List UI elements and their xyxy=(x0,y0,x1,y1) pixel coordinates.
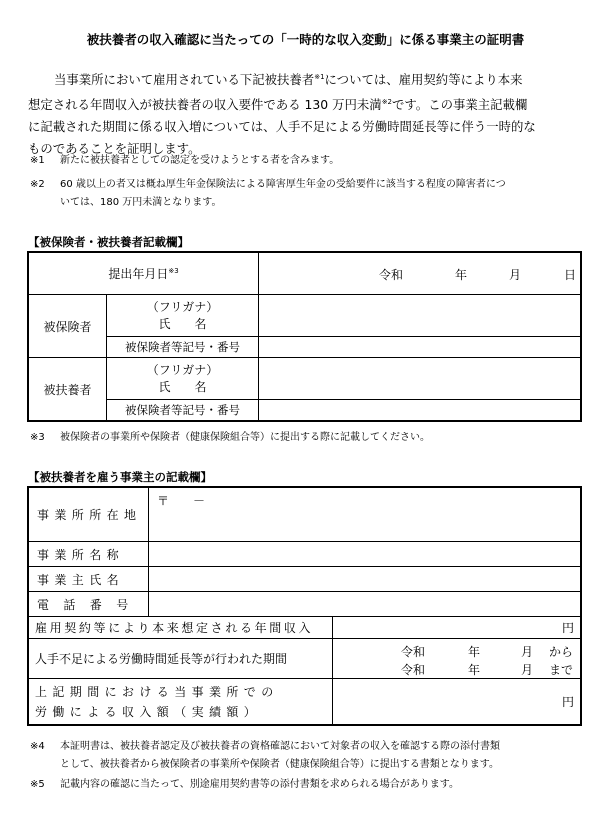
from-label: から xyxy=(549,645,574,659)
dependent-id-field[interactable] xyxy=(259,400,581,421)
insured-label: 被保険者 xyxy=(29,295,107,358)
insured-id-label: 被保険者等記号・番号 xyxy=(107,337,259,358)
note-text-cont: いては、180 万円未満となります。 xyxy=(60,197,222,208)
from-year: 年 xyxy=(468,645,481,659)
actual-income-field[interactable] xyxy=(333,679,581,725)
section-heading-insured: 【被保険者・被扶養者記載欄】 xyxy=(28,235,189,249)
era-label: 令和 xyxy=(379,268,404,282)
submit-date-label: 提出年月日$^{※3}$ xyxy=(29,253,259,295)
note-1 xyxy=(30,152,339,170)
note-text-cont: として、被扶養者から被保険者の事業所や保険者（健康保険組合等）に提出する書類となります。 xyxy=(60,759,499,770)
yen-unit: 円 xyxy=(562,621,575,635)
note-text: 60 歳以上の者又は概ね厚生年金保険法による障害厚生年金の受給要件に該当する程度の障害者につ xyxy=(60,179,506,190)
intro-line1a: 当事業所において雇用されている下記被扶養者 xyxy=(54,72,315,87)
note-4 xyxy=(30,738,590,774)
note2-ref: ※2 xyxy=(381,98,393,106)
note-text: 本証明書は、被扶養者認定及び被扶養者の資格確認において対象者の収入を確認する際の添付書類 xyxy=(60,741,500,752)
document-title: 被扶養者の収入確認に当たっての「一時的な収入変動」に係る事業主の証明書 xyxy=(86,32,525,47)
actual-income-label: 上記期間における当事業所での 労働による収入額（実績額） xyxy=(29,679,333,725)
dependent-name-field[interactable] xyxy=(259,358,581,400)
insured-name-label: （フリガナ） 氏 名 xyxy=(107,295,259,337)
to-year: 年 xyxy=(468,663,481,677)
submit-date-field[interactable] xyxy=(259,253,581,295)
period-label: 人手不足による労働時間延長等が行われた期間 xyxy=(29,639,333,679)
note-3 xyxy=(30,429,430,447)
intro-paragraph xyxy=(28,66,584,160)
annual-income-label: 雇用契約等により本来想定される年間収入 xyxy=(29,617,333,639)
note-text: 新たに被扶養者としての認定を受けようとする者を含みます。 xyxy=(60,155,340,166)
dependent-id-label: 被保険者等記号・番号 xyxy=(107,400,259,421)
phone-field[interactable] xyxy=(149,592,581,617)
from-era: 令和 xyxy=(401,645,426,659)
address-label: 事業所所在地 xyxy=(29,488,149,542)
to-month: 月 xyxy=(521,663,534,677)
owner-name-label: 事業主氏名 xyxy=(29,567,149,592)
intro-line1b: については、雇用契約等により本来 xyxy=(324,72,523,87)
to-era: 令和 xyxy=(401,663,426,677)
day-label: 日 xyxy=(564,268,577,282)
company-name-field[interactable] xyxy=(149,542,581,567)
intro-line3: に記載された期間に係る収入増については、人手不足による労働時間延長等に伴う一時的な xyxy=(28,119,536,134)
yen-unit: 円 xyxy=(562,695,575,709)
dependent-label: 被扶養者 xyxy=(29,358,107,421)
intro-line2b: です。この事業主記載欄 xyxy=(392,97,528,112)
month-label: 月 xyxy=(509,268,522,282)
note-mark: ※1 xyxy=(30,155,45,166)
note-text: 被保険者の事業所や保険者（健康保険組合等）に提出する際に記載してください。 xyxy=(60,432,430,443)
insured-id-field[interactable] xyxy=(259,337,581,358)
period-field[interactable] xyxy=(333,639,581,679)
dependent-name-label: （フリガナ） 氏 名 xyxy=(107,358,259,400)
note-mark: ※5 xyxy=(30,779,45,790)
section-heading-employer: 【被扶養者を雇う事業主の記載欄】 xyxy=(28,470,212,484)
owner-name-field[interactable] xyxy=(149,567,581,592)
insured-name-field[interactable] xyxy=(259,295,581,337)
intro-line4: ものであることを証明します。 xyxy=(28,141,201,156)
intro-line2a: 想定される年間収入が被扶養者の収入要件である 130 万円未満 xyxy=(28,97,382,112)
note-2 xyxy=(30,176,590,212)
phone-label: 電話番号 xyxy=(29,592,149,617)
annual-income-field[interactable] xyxy=(333,617,581,639)
note-mark: ※4 xyxy=(30,741,45,752)
note-text: 記載内容の確認に当たって、別途雇用契約書等の添付書類を求められる場合があります。 xyxy=(60,779,459,790)
note1-ref: ※1 xyxy=(314,73,325,81)
note-mark: ※3 xyxy=(30,432,45,443)
note-mark: ※2 xyxy=(30,179,45,190)
from-month: 月 xyxy=(521,645,534,659)
note-5 xyxy=(30,776,459,794)
to-label: まで xyxy=(549,663,574,677)
address-field[interactable] xyxy=(149,488,581,542)
year-label: 年 xyxy=(455,268,468,282)
postal-mark: 〒 － xyxy=(157,494,206,508)
employer-table xyxy=(28,487,581,725)
company-name-label: 事業所名称 xyxy=(29,542,149,567)
insured-table xyxy=(28,252,581,421)
note3-ref: ※3 xyxy=(168,267,179,275)
